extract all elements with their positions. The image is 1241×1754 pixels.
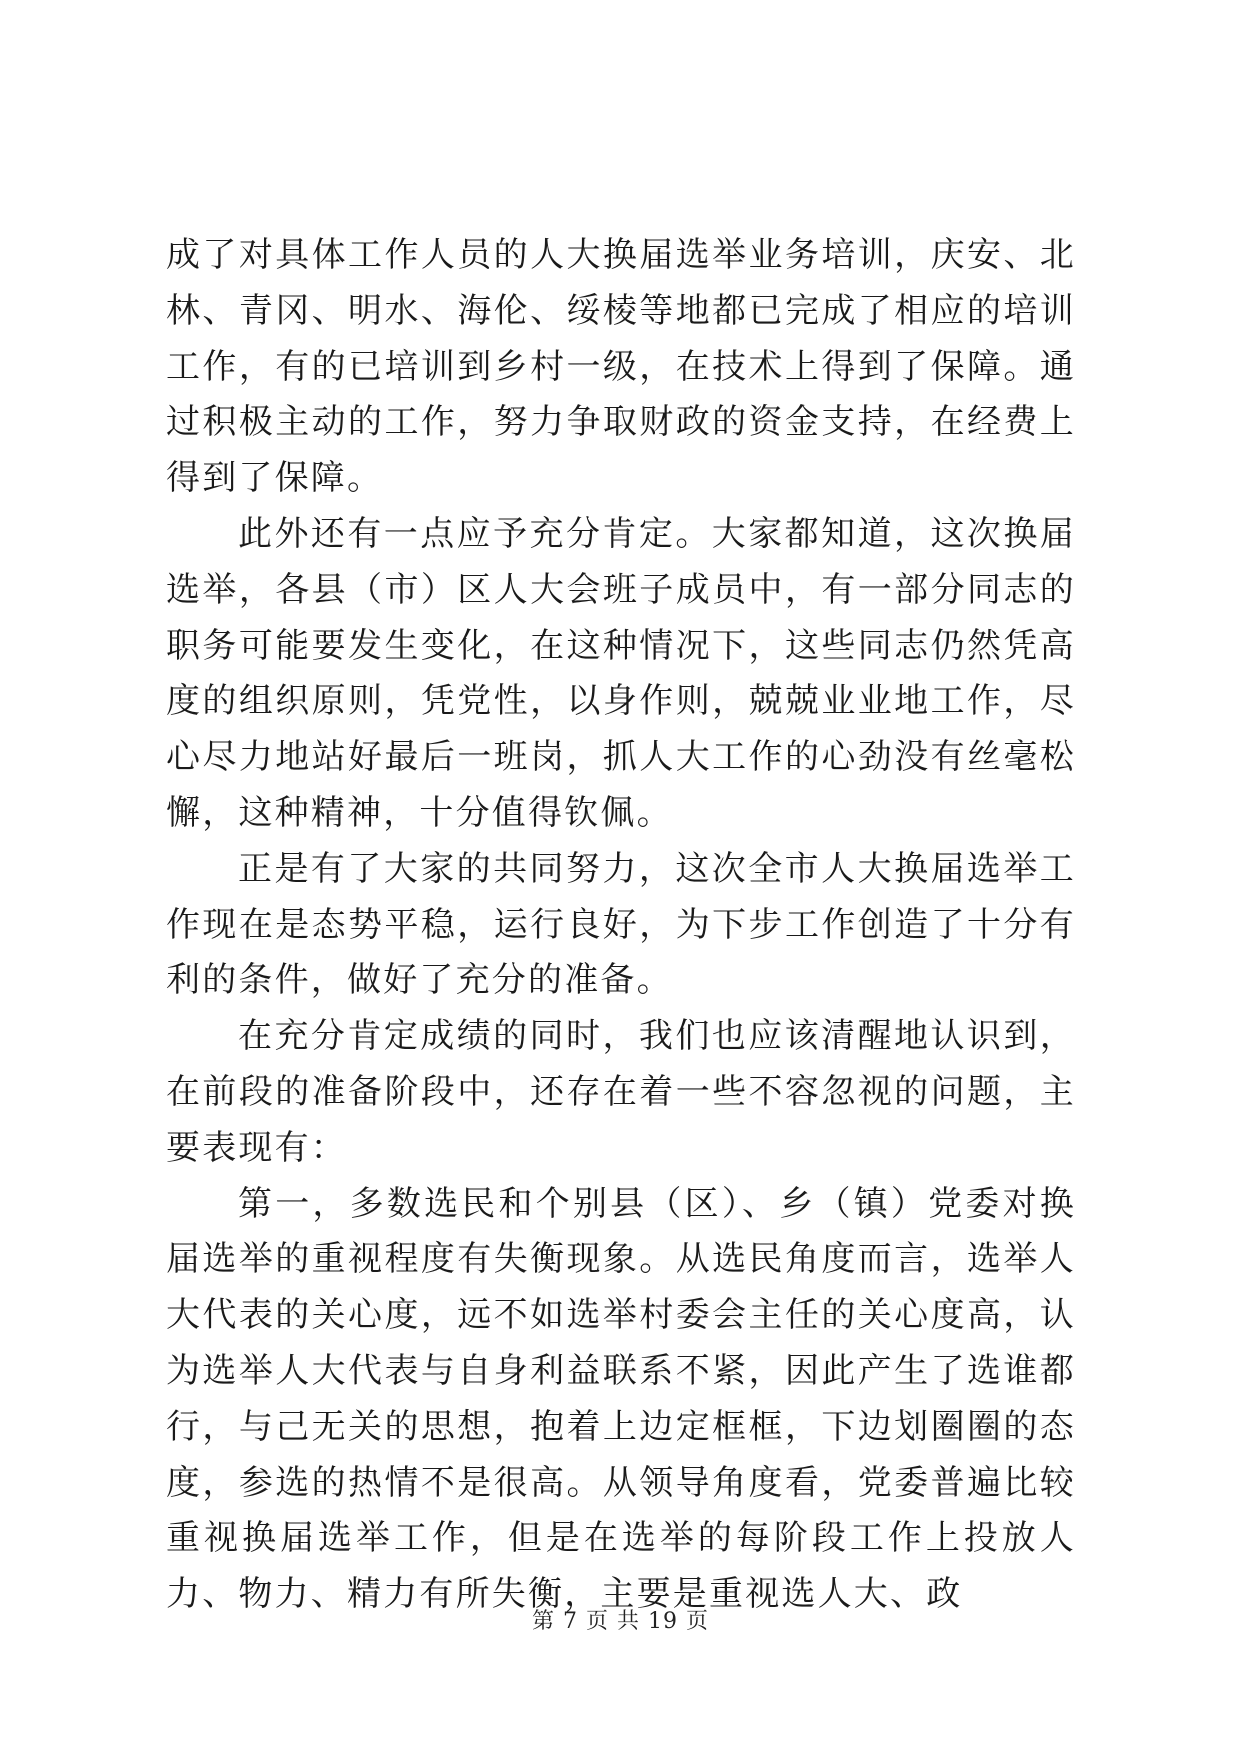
- page-number-footer: 第 7 页 共 19 页: [532, 1609, 709, 1634]
- paragraph-3: 正是有了大家的共同努力，这次全市人大换届选举工作现在是态势平稳，运行良好，为下步工作创造了十分有利的条件，做好了充分的准备。: [166, 848, 1076, 1001]
- document-body: [166, 228, 1076, 1623]
- paragraph-2: 此外还有一点应予充分肯定。大家都知道，这次换届选举，各县（市）区人大会班子成员中，有一部分同志的职务可能要发生变化，在这种情况下，这些同志仍然凭高度的组织原则，凭党性，以身作则，兢兢业业地工作，尽心尽力地站好最后一班岗，抓人大工作的心劲没有丝毫松懈，这种精神，十分值得钦佩。: [166, 513, 1076, 833]
- paragraph-4: 在充分肯定成绩的同时，我们也应该清醒地认识到，在前段的准备阶段中，还存在着一些不容忽视的问题，主要表现有：: [166, 1016, 1076, 1168]
- paragraph-5: 第一，多数选民和个别县（区）、乡（镇）党委对换届选举的重视程度有失衡现象。从选民角度而言，选举人大代表的关心度，远不如选举村委会主任的关心度高，认为选举人大代表与自身利益联系不紧，因此产生了选谁都行，与己无关的思想，抱着上边定框框，下边划圈圈的态度，参选的热情不是很高。从领导角度看，党委普遍比较重视换届选举工作，但是在选举的每阶段工作上投放人力、物力、精力有所失衡，主要是重视选人大、政: [166, 1183, 1076, 1615]
- paragraph-1: 成了对具体工作人员的人大换届选举业务培训，庆安、北林、青冈、明水、海伦、绥棱等地都已完成了相应的培训工作，有的已培训到乡村一级，在技术上得到了保障。通过积极主动的工作，努力争取财政的资金支持，在经费上得到了保障。: [166, 235, 1076, 499]
